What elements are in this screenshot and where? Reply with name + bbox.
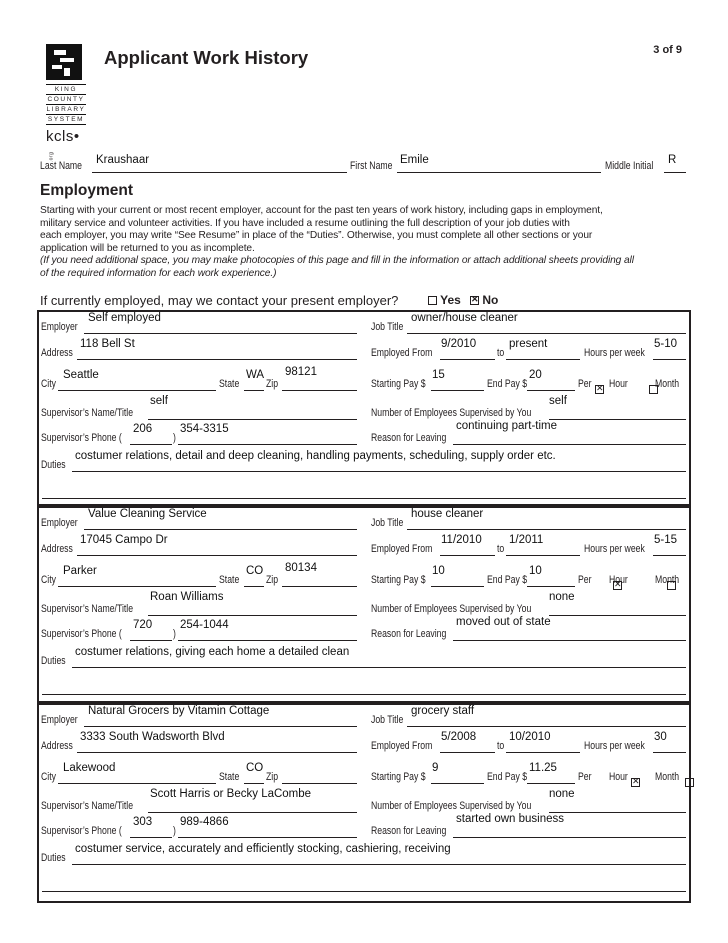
duties-field[interactable] bbox=[72, 471, 686, 472]
employer-field[interactable] bbox=[84, 333, 357, 334]
per-hour-checkbox-checked[interactable] bbox=[595, 385, 604, 394]
job-title-label: Job Title bbox=[371, 714, 404, 726]
address-field[interactable] bbox=[77, 555, 357, 556]
hours-field[interactable] bbox=[653, 752, 686, 753]
city-value: Lakewood bbox=[63, 762, 116, 774]
employed-from-label: Employed From bbox=[371, 740, 433, 752]
employed-from-value: 9/2010 bbox=[441, 338, 477, 350]
num-supervised-value: self bbox=[549, 395, 567, 407]
reason-value: continuing part-time bbox=[456, 420, 557, 432]
address-label: Address bbox=[41, 740, 73, 752]
num-supervised-field[interactable] bbox=[549, 812, 686, 813]
employed-from-value: 11/2010 bbox=[441, 534, 482, 546]
employed-to-value: present bbox=[509, 338, 548, 350]
employed-to-field[interactable] bbox=[506, 752, 580, 753]
kcls-logo-text: KING COUNTY LIBRARY SYSTEM bbox=[46, 86, 86, 123]
num-supervised-field[interactable] bbox=[549, 615, 686, 616]
duties-value: costumer relations, detail and deep cleaning, handling payments, scheduling, supply order etc. bbox=[75, 450, 556, 462]
city-label: City bbox=[41, 378, 56, 390]
last-name-label: Last Name bbox=[40, 160, 83, 172]
phone-value: 354-3315 bbox=[180, 423, 229, 435]
address-label: Address bbox=[41, 347, 73, 359]
first-name-value: Emile bbox=[400, 154, 429, 166]
num-supervised-value: none bbox=[549, 788, 575, 800]
employed-from-field[interactable] bbox=[440, 359, 495, 360]
reason-value: started own business bbox=[456, 813, 565, 825]
job-title-field[interactable] bbox=[407, 529, 686, 530]
duties-label: Duties bbox=[41, 655, 66, 667]
contact-no-option[interactable]: ✕ No bbox=[470, 293, 498, 307]
hour-label: Hour bbox=[609, 771, 628, 783]
end-pay-label: End Pay $ bbox=[487, 378, 528, 390]
supervisor-label: Supervisor’s Name/Title bbox=[41, 800, 134, 812]
phone-label: Supervisor’s Phone ( bbox=[41, 628, 122, 640]
address-field[interactable] bbox=[77, 359, 357, 360]
num-supervised-label: Number of Employees Supervised by You bbox=[371, 603, 532, 615]
employment-heading: Employment bbox=[40, 182, 134, 199]
page-title: Applicant Work History bbox=[104, 47, 309, 68]
last-name-field[interactable] bbox=[92, 172, 347, 173]
supervisor-field[interactable] bbox=[148, 419, 357, 420]
end-pay-value: 11.25 bbox=[529, 762, 557, 774]
state-value: WA bbox=[246, 369, 265, 381]
supervisor-value: Roan Williams bbox=[150, 591, 224, 603]
employed-to-field[interactable] bbox=[506, 359, 580, 360]
employed-to-label: to bbox=[497, 347, 505, 359]
employer-field[interactable] bbox=[84, 529, 357, 530]
zip-value: 80134 bbox=[285, 562, 317, 574]
area-code-value: 720 bbox=[133, 619, 153, 631]
page-number: 3 of 9 bbox=[653, 44, 682, 56]
supervisor-value: self bbox=[150, 395, 168, 407]
duties-field-line-2[interactable] bbox=[42, 891, 686, 892]
job-title-value: owner/house cleaner bbox=[411, 312, 518, 324]
job-card bbox=[37, 310, 691, 506]
employment-instructions: Starting with your current or most recent employer, account for the past ten years of work history, including gaps in employment, military service and volunteer activities. If you have included a resume outlining the full description of your job duties with each employer, you may write “See Resume” in place of the “Duties”. Otherwise, you must complete all other sections or your application will be returned to you as incomplete. (If you need additional space, you may make photocopies of this page and fill in the information or attach additional sheets providing all of the required information for each work experience.) bbox=[40, 205, 634, 279]
reason-label: Reason for Leaving bbox=[371, 825, 447, 837]
yes-checkbox[interactable] bbox=[428, 296, 437, 305]
employer-label: Employer bbox=[41, 517, 78, 529]
duties-field-line-2[interactable] bbox=[42, 694, 686, 695]
city-field[interactable] bbox=[58, 783, 216, 784]
contact-employer-question: If currently employed, may we contact your present employer? bbox=[40, 293, 399, 308]
no-checkbox-checked[interactable] bbox=[470, 296, 479, 305]
zip-field[interactable] bbox=[282, 783, 357, 784]
address-value: 118 Bell St bbox=[80, 338, 135, 350]
phone-label: Supervisor’s Phone ( bbox=[41, 825, 122, 837]
employer-value: Value Cleaning Service bbox=[88, 508, 207, 520]
state-field[interactable] bbox=[244, 586, 264, 587]
area-code-field[interactable] bbox=[130, 837, 172, 838]
end-pay-label: End Pay $ bbox=[487, 574, 528, 586]
state-label: State bbox=[219, 574, 240, 586]
month-label: Month bbox=[655, 771, 680, 783]
job-title-field[interactable] bbox=[407, 726, 686, 727]
phone-paren: ) bbox=[173, 432, 176, 444]
phone-label: Supervisor’s Phone ( bbox=[41, 432, 122, 444]
reason-label: Reason for Leaving bbox=[371, 432, 447, 444]
employed-to-value: 1/2011 bbox=[509, 534, 544, 546]
supervisor-field[interactable] bbox=[148, 812, 357, 813]
job-title-value: grocery staff bbox=[411, 705, 475, 717]
job-title-label: Job Title bbox=[371, 517, 404, 529]
end-pay-value: 20 bbox=[529, 369, 542, 381]
phone-field[interactable] bbox=[178, 444, 357, 445]
zip-value: 98121 bbox=[285, 366, 317, 378]
address-field[interactable] bbox=[77, 752, 357, 753]
starting-pay-label: Starting Pay $ bbox=[371, 771, 426, 783]
starting-pay-label: Starting Pay $ bbox=[371, 574, 426, 586]
supervisor-value: Scott Harris or Becky LaCombe bbox=[150, 788, 312, 800]
per-label: Per bbox=[578, 378, 592, 390]
reason-field[interactable] bbox=[453, 640, 686, 641]
month-label: Month bbox=[655, 378, 680, 390]
zip-label: Zip bbox=[266, 574, 279, 586]
duties-label: Duties bbox=[41, 459, 66, 471]
employed-from-field[interactable] bbox=[440, 752, 495, 753]
city-value: Seattle bbox=[63, 369, 99, 381]
phone-paren: ) bbox=[173, 825, 176, 837]
address-label: Address bbox=[41, 543, 73, 555]
phone-paren: ) bbox=[173, 628, 176, 640]
per-month-checkbox[interactable] bbox=[685, 778, 694, 787]
num-supervised-field[interactable] bbox=[549, 419, 686, 420]
job-title-label: Job Title bbox=[371, 321, 404, 333]
end-pay-field[interactable] bbox=[527, 586, 575, 587]
employed-to-value: 10/2010 bbox=[509, 731, 551, 743]
kcls-logo bbox=[46, 44, 86, 162]
employed-to-label: to bbox=[497, 543, 505, 555]
employed-from-field[interactable] bbox=[440, 555, 495, 556]
city-field[interactable] bbox=[58, 586, 216, 587]
employed-to-field[interactable] bbox=[506, 555, 580, 556]
job-title-field[interactable] bbox=[407, 333, 686, 334]
num-supervised-label: Number of Employees Supervised by You bbox=[371, 407, 532, 419]
employer-field[interactable] bbox=[84, 726, 357, 727]
employer-label: Employer bbox=[41, 714, 78, 726]
contact-yes-option[interactable]: Yes bbox=[428, 293, 461, 307]
first-name-label: First Name bbox=[350, 160, 393, 172]
employed-to-label: to bbox=[497, 740, 505, 752]
zip-field[interactable] bbox=[282, 586, 357, 587]
kcls-wordmark: kcls•.org bbox=[46, 128, 80, 163]
duties-value: costumer service, accurately and efficiently stocking, cashiering, receiving bbox=[75, 843, 451, 855]
duties-field[interactable] bbox=[72, 667, 686, 668]
zip-field[interactable] bbox=[282, 390, 357, 391]
state-value: CO bbox=[246, 565, 264, 577]
starting-pay-field[interactable] bbox=[431, 390, 484, 391]
middle-initial-label: Middle Initial bbox=[605, 160, 654, 172]
starting-pay-field[interactable] bbox=[431, 586, 484, 587]
hour-label: Hour bbox=[609, 574, 628, 586]
per-hour-checkbox-checked[interactable] bbox=[631, 778, 640, 787]
num-supervised-value: none bbox=[549, 591, 575, 603]
kcls-logo-mark bbox=[46, 44, 82, 80]
end-pay-field[interactable] bbox=[527, 783, 575, 784]
area-code-field[interactable] bbox=[130, 640, 172, 641]
area-code-value: 206 bbox=[133, 423, 153, 435]
city-label: City bbox=[41, 771, 56, 783]
state-field[interactable] bbox=[244, 783, 264, 784]
end-pay-label: End Pay $ bbox=[487, 771, 528, 783]
starting-pay-label: Starting Pay $ bbox=[371, 378, 426, 390]
area-code-value: 303 bbox=[133, 816, 153, 828]
city-field[interactable] bbox=[58, 390, 216, 391]
phone-value: 989-4866 bbox=[180, 816, 229, 828]
num-supervised-label: Number of Employees Supervised by You bbox=[371, 800, 532, 812]
starting-pay-value: 15 bbox=[432, 369, 445, 381]
hour-label: Hour bbox=[609, 378, 628, 390]
end-pay-field[interactable] bbox=[527, 390, 575, 391]
reason-label: Reason for Leaving bbox=[371, 628, 447, 640]
zip-label: Zip bbox=[266, 378, 279, 390]
job-title-value: house cleaner bbox=[411, 508, 484, 520]
state-value: CO bbox=[246, 762, 264, 774]
address-value: 3333 South Wadsworth Blvd bbox=[80, 731, 225, 743]
middle-initial-field[interactable] bbox=[664, 172, 686, 173]
employer-label: Employer bbox=[41, 321, 78, 333]
hours-value: 5-10 bbox=[654, 338, 678, 350]
middle-initial-value: R bbox=[668, 154, 677, 166]
employed-from-label: Employed From bbox=[371, 543, 433, 555]
duties-field-line-2[interactable] bbox=[42, 498, 686, 499]
supervisor-label: Supervisor’s Name/Title bbox=[41, 603, 134, 615]
per-label: Per bbox=[578, 771, 592, 783]
employed-from-value: 5/2008 bbox=[441, 731, 477, 743]
city-value: Parker bbox=[63, 565, 97, 577]
hours-per-week-label: Hours per week bbox=[584, 543, 645, 555]
state-label: State bbox=[219, 378, 240, 390]
hours-field[interactable] bbox=[653, 359, 686, 360]
reason-field[interactable] bbox=[453, 837, 686, 838]
employer-value: Natural Grocers by Vitamin Cottage bbox=[88, 705, 270, 717]
starting-pay-value: 9 bbox=[432, 762, 439, 774]
duties-label: Duties bbox=[41, 852, 66, 864]
zip-label: Zip bbox=[266, 771, 279, 783]
employed-from-label: Employed From bbox=[371, 347, 433, 359]
starting-pay-field[interactable] bbox=[431, 783, 484, 784]
duties-field[interactable] bbox=[72, 864, 686, 865]
hours-field[interactable] bbox=[653, 555, 686, 556]
per-label: Per bbox=[578, 574, 592, 586]
duties-value: costumer relations, giving each home a detailed clean bbox=[75, 646, 350, 658]
area-code-field[interactable] bbox=[130, 444, 172, 445]
month-label: Month bbox=[655, 574, 680, 586]
hours-value: 5-15 bbox=[654, 534, 678, 546]
employer-value: Self employed bbox=[88, 312, 161, 324]
supervisor-label: Supervisor’s Name/Title bbox=[41, 407, 134, 419]
reason-value: moved out of state bbox=[456, 616, 551, 628]
phone-value: 254-1044 bbox=[180, 619, 229, 631]
state-label: State bbox=[219, 771, 240, 783]
first-name-field[interactable] bbox=[397, 172, 601, 173]
hours-value: 30 bbox=[654, 731, 667, 743]
supervisor-field[interactable] bbox=[148, 615, 357, 616]
state-field[interactable] bbox=[244, 390, 264, 391]
phone-field[interactable] bbox=[178, 640, 357, 641]
hours-per-week-label: Hours per week bbox=[584, 347, 645, 359]
starting-pay-value: 10 bbox=[432, 565, 445, 577]
address-value: 17045 Campo Dr bbox=[80, 534, 168, 546]
city-label: City bbox=[41, 574, 56, 586]
hours-per-week-label: Hours per week bbox=[584, 740, 645, 752]
reason-field[interactable] bbox=[453, 444, 686, 445]
last-name-value: Kraushaar bbox=[96, 154, 150, 166]
phone-field[interactable] bbox=[178, 837, 357, 838]
end-pay-value: 10 bbox=[529, 565, 542, 577]
